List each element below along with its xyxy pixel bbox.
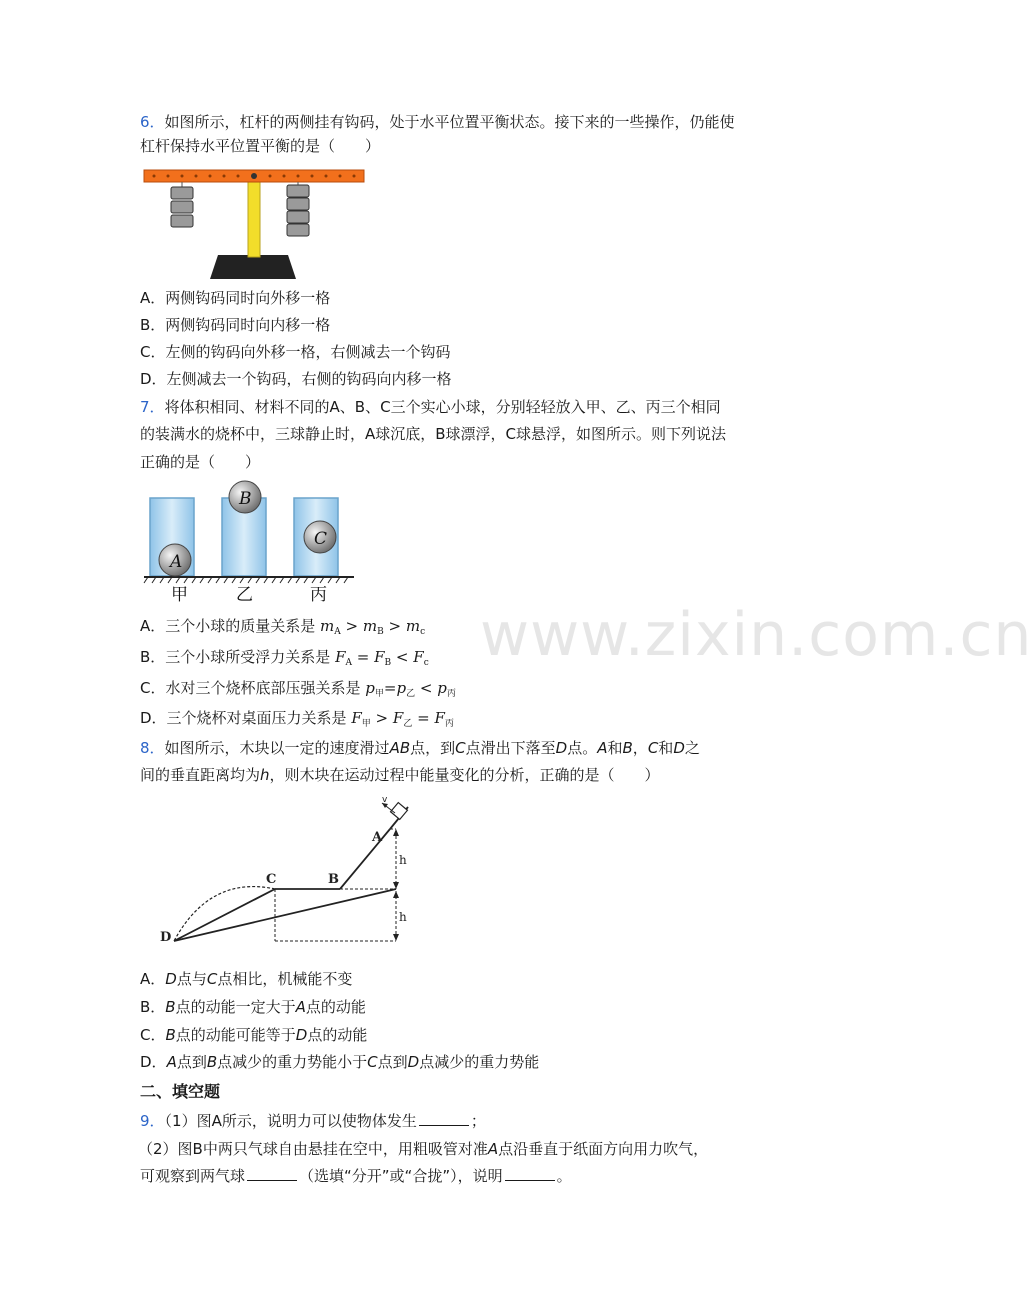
q7-option-a-text: A．三个小球的质量关系是 <box>140 617 316 635</box>
velocity-label: v <box>382 795 388 805</box>
q9-blank-2[interactable] <box>247 1166 297 1181</box>
q6-number: 6． <box>140 113 165 131</box>
q6-option-a: A．两侧钩码同时向外移一格 <box>140 289 331 307</box>
q9-part2-line1: （2）图B中两只气球自由悬挂在空中，用粗吸管对准A点沿垂直于纸面方向用力吹气， <box>138 1140 709 1158</box>
beaker-label-jia: 甲 <box>171 585 188 605</box>
q7-option-d <box>140 707 454 735</box>
point-label-b: B <box>328 872 339 887</box>
q7-option-d-formula: $F_甲 > F_乙 = F_丙$ <box>351 709 454 729</box>
q7-option-b-formula: $F_A = F_B < F_c$ <box>335 648 429 668</box>
q6-option-d: D．左侧减去一个钩码，右侧的钩码向内移一格 <box>140 370 452 388</box>
q7-option-a <box>140 615 425 643</box>
q9-part1: 9．（1）图A所示，说明力可以使物体发生 ； <box>140 1112 486 1130</box>
q9-part2-line2: 可观察到两气球 （选填“分开”或“合拢”），说明 。 <box>140 1167 572 1185</box>
q6-stem-line1 <box>140 111 735 133</box>
q7-option-d-text: D．三个烧杯对桌面压力关系是 <box>140 709 347 727</box>
q7-stem-line3: 正确的是（ ） <box>140 453 261 471</box>
q7-option-b <box>140 646 429 674</box>
q7-stem-line1 <box>140 396 721 418</box>
q8-option-b: B．B点的动能一定大于A点的动能 <box>140 998 366 1016</box>
point-label-a: A <box>372 830 383 845</box>
q8-option-c: C．B点的动能可能等于D点的动能 <box>140 1026 368 1044</box>
q9-number: 9． <box>140 1112 165 1130</box>
q6-option-b: B．两侧钩码同时向内移一格 <box>140 316 331 334</box>
q7-number: 7． <box>140 398 165 416</box>
q6-stem-text1: 如图所示，杠杆的两侧挂有钩码，处于水平位置平衡状态。接下来的一些操作，仍能使 <box>164 113 735 131</box>
beaker-label-bing: 丙 <box>310 585 327 605</box>
beaker-label-yi: 乙 <box>236 585 253 605</box>
q7-option-c-formula: $p_甲=p_乙 < p_丙$ <box>365 679 456 699</box>
q8-option-d: D．A点到B点减少的重力势能小于C点到D点减少的重力势能 <box>140 1053 540 1071</box>
lever-figure <box>138 165 373 283</box>
q9-blank-1[interactable] <box>419 1111 469 1126</box>
beakers-figure <box>140 480 360 605</box>
ball-label-a: A <box>170 552 183 572</box>
q6-option-c: C．左侧的钩码向外移一格，右侧减去一个钩码 <box>140 343 451 361</box>
q6-stem-line2: 杠杆保持水平位置平衡的是（ ） <box>140 137 381 155</box>
q7-stem-text1: 将体积相同、材料不同的A、B、C三个实心小球，分别轻轻放入甲、乙、丙三个相同 <box>164 398 721 416</box>
slope-figure <box>150 795 430 955</box>
q7-stem-line2: 的装满水的烧杯中，三球静止时，A球沉底，B球漂浮，C球悬浮，如图所示。则下列说法 <box>140 425 727 443</box>
point-label-c: C <box>266 872 277 887</box>
q8-stem-line2: 间的垂直距离均为h，则木块在运动过程中能量变化的分析，正确的是（ ） <box>140 766 660 784</box>
q7-option-c-text: C．水对三个烧杯底部压强关系是 <box>140 679 361 697</box>
h-label-top: h <box>399 853 407 867</box>
q9-blank-3[interactable] <box>505 1166 555 1181</box>
q7-option-c <box>140 677 456 705</box>
q8-stem-line1: 8．如图所示，木块以一定的速度滑过AB点，到C点滑出下落至D点。A和B，C和D之 <box>140 739 700 757</box>
ball-label-b: B <box>239 489 252 509</box>
watermark: www.zixin.com.cn <box>480 600 1032 670</box>
point-label-d: D <box>160 930 172 945</box>
ball-label-c: C <box>314 529 328 549</box>
q7-option-b-text: B．三个小球所受浮力关系是 <box>140 648 331 666</box>
q8-number: 8． <box>140 739 165 757</box>
section-title: 二、填空题 <box>140 1082 221 1101</box>
q8-option-a: A．D点与C点相比，机械能不变 <box>140 970 353 988</box>
q7-option-a-formula: $m_A > m_B > m_c$ <box>320 617 426 637</box>
h-label-bottom: h <box>399 910 407 924</box>
